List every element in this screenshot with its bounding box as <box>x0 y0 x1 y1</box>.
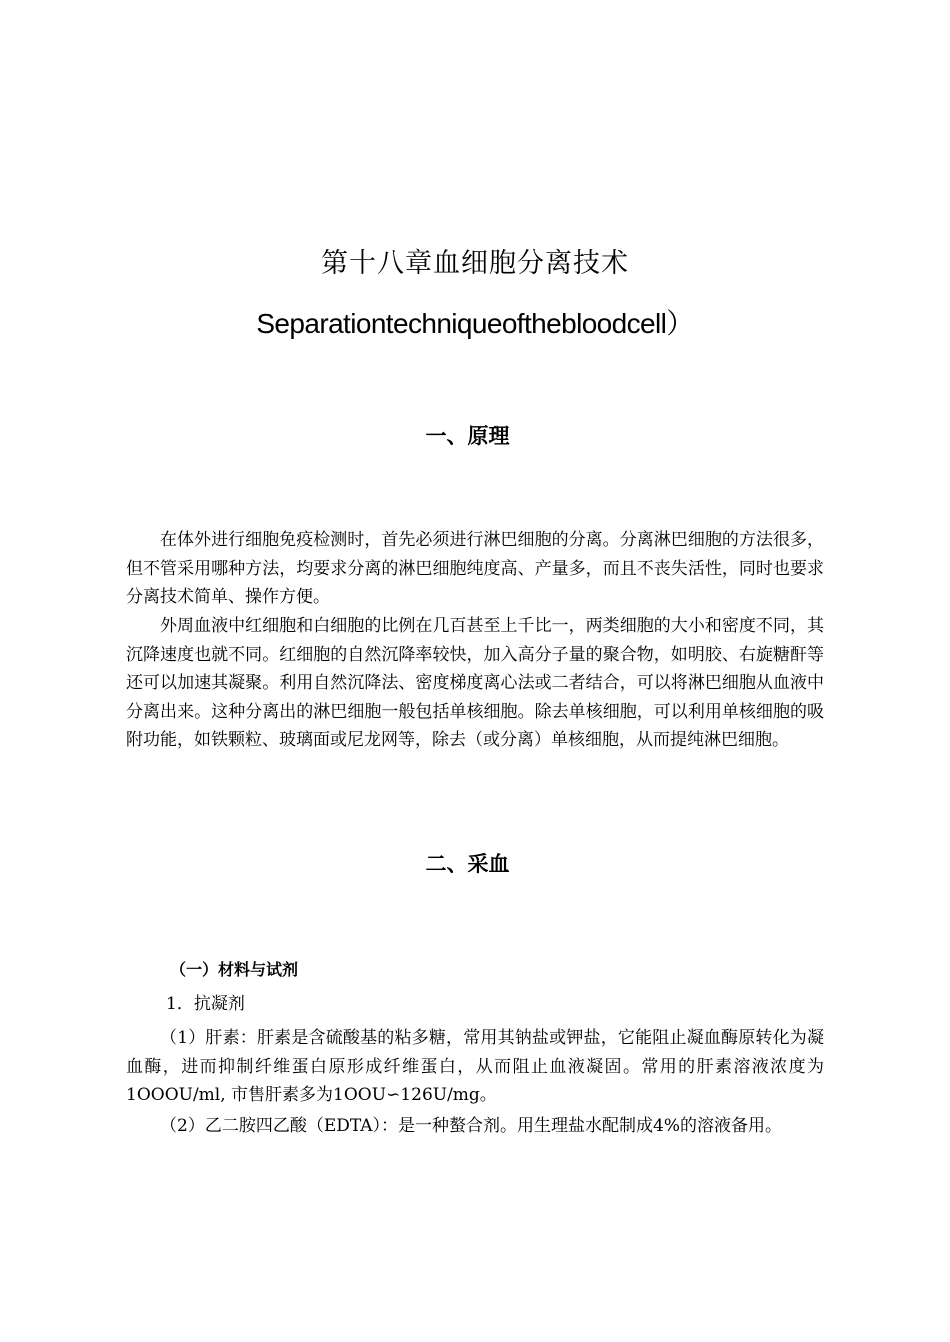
paragraph: （2）乙二胺四乙酸（EDTA）：是一种螯合剂。用生理盐水配制成4%的溶液备用。 <box>160 1116 783 1136</box>
paragraph: 在体外进行细胞免疫检测时，首先必须进行淋巴细胞的分离。分离淋巴细胞的方法很多，但不管采用哪种方法，均要求分离的淋巴细胞纯度高、产量多，而且不丧失活性，同时也要求分离技术简单、操作方便。 <box>126 530 824 607</box>
subsection-heading: （一）材料与试剂 <box>170 960 299 979</box>
list-item-heading: 1．抗凝剂 <box>166 994 245 1014</box>
paragraph: （1）肝素：肝素是含硫酸基的粘多糖，常用其钠盐或钾盐，它能阻止凝血酶原转化为凝血酶，进而抑制纤维蛋白原形成纤维蛋白，从而阻止血液凝固。常用的肝素溶液浓度为1OOOU/ml, 市售肝素多为1OOU∽126U/mg。 <box>126 1028 824 1105</box>
chapter-title: 第十八章血细胞分离技术 <box>321 248 629 279</box>
chapter-title-english: Separationtechniqueofthebloodcell） <box>256 308 694 339</box>
section-heading-blood-collection: 二、采血 <box>425 852 510 876</box>
section-heading-principle: 一、原理 <box>425 424 510 448</box>
paragraph: 外周血液中红细胞和白细胞的比例在几百甚至上千比一，两类细胞的大小和密度不同，其沉降速度也就不同。红细胞的自然沉降率较快，加入高分子量的聚合物，如明胶、右旋糖酐等还可以加速其凝聚。利用自然沉降法、密度梯度离心法或二者结合，可以将淋巴细胞从血液中分离出来。这种分离出的淋巴细胞一般包括单核细胞。除去单核细胞，可以利用单核细胞的吸附功能，如铁颗粒、玻璃面或尼龙网等，除去（或分离）单核细胞，从而提纯淋巴细胞。 <box>126 616 824 750</box>
